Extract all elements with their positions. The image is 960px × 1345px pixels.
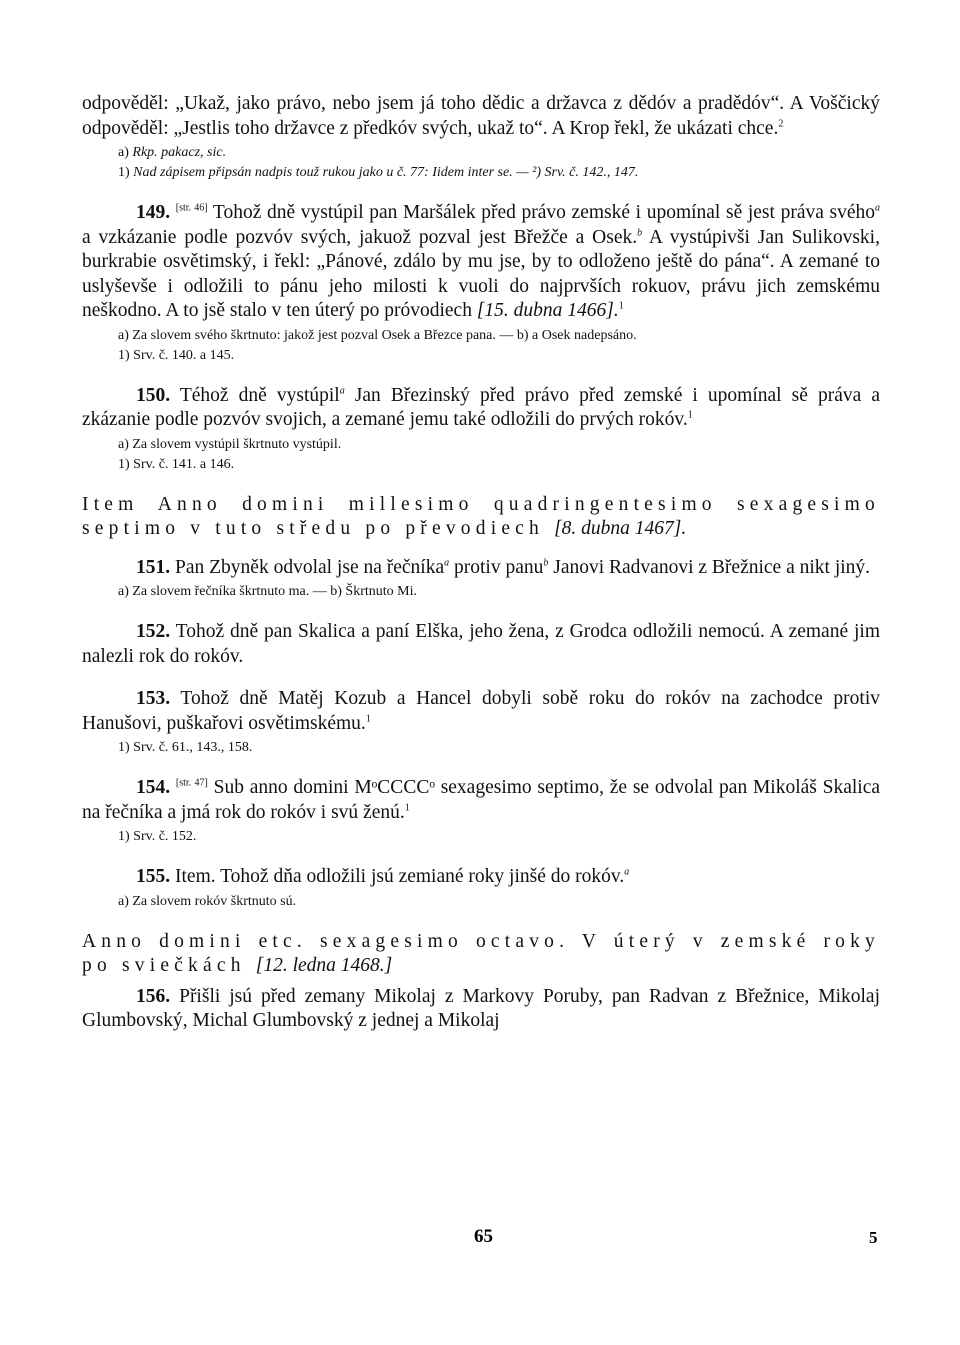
footnote-mark: 2 [778, 118, 784, 129]
heading-text: Item Anno domini millesimo quadringentesimo sexagesimo septimo v tuto středu po převodiech [82, 493, 880, 539]
page-number: 65 [474, 1226, 493, 1247]
page-reference: [str. 46] [175, 202, 208, 214]
signature-mark: 5 [869, 1228, 878, 1247]
footnote [82, 892, 880, 912]
footnote [82, 326, 880, 346]
entry-152 [82, 620, 880, 669]
entry-number: 154. [136, 777, 171, 798]
footnote-text: Rkp. pakacz, sic. [132, 145, 227, 160]
footnote-mark: a [875, 202, 880, 214]
text: Tohož dně Matěj Kozub a Hancel dobyli sobě roku do rokóv na zachodce protiv Hanušovi, puškařovi osvětimskému. [82, 688, 881, 734]
text: Téhož dně vystúpil [179, 384, 340, 406]
footnote-mark: 1 [618, 300, 624, 312]
entry-155 [82, 865, 880, 890]
footnote-mark: 1 [404, 802, 410, 813]
text: Tohož dně vystúpil pan Maršálek před právo zemské i upomínal sě jest práva svého [212, 202, 875, 223]
page-text [82, 92, 880, 1034]
footnote-text: a) Za slovem rokóv škrtnuto sú. [118, 893, 297, 909]
text: protiv panu [454, 556, 544, 578]
text: odpověděl: „Ukaž, jako právo, nebo jsem já toho dědic a državca z dědóv a pradědóv“. A Voščický odpověděl: „Jestlis toho državce z předkóv svých, ukaž to“. A Krop řekl, že ukázati chce. [82, 93, 880, 139]
footnote-mark: 1) [118, 165, 130, 180]
entry-149 [82, 201, 880, 324]
text: A vystúpivši Jan Sulikovski, burkrabie osvětimský, i řekl: „Pánové, zdálo by mu jse, by to odloženo ještě do pána“. A zemané to uslyševše i odložili to pánu jeho milosti k vuoli do najprvších rokuov, právu jich zemskému neškodno. A to jsě stalo v ten úterý po próvodiech [82, 226, 880, 321]
footnote-text: a) Za slovem svého škrtnuto: jakož jest pozval Osek a Březce pana. — b) a Osek nadepsáno. [118, 327, 637, 343]
footnote-text: 1) Srv. č. 141. a 146. [118, 456, 235, 472]
footnote-text: 1) Srv. č. 152. [118, 829, 197, 844]
heading-text: Anno domini etc. sexagesimo octavo. V úterý v zemské roky po sviečkách [82, 930, 880, 976]
footnote-text: 1) Srv. č. 61., 143., 158. [118, 740, 253, 755]
footnote [82, 143, 880, 163]
date: [12. ledna 1468.] [255, 955, 393, 976]
page-reference: [str. 47] [175, 777, 208, 789]
footnote [82, 435, 880, 455]
text: Přišli jsú před zemany Mikolaj z Markovy Poruby, pan Radvan z Břežnice, Mikolaj Glumbovský, Michal Glumbovský z jednej a Mikolaj [82, 985, 881, 1031]
date: [8. dubna 1467]. [554, 518, 687, 539]
footnote-text: a) Za slovem řečníka škrtnuto ma. — b) Škrtnuto Mi. [118, 584, 417, 599]
footnote-mark: a [624, 866, 630, 878]
text: a vzkázanie podle pozvóv svých, jakuož pozval jest Břežče a Osek. [82, 226, 638, 248]
page-footer [0, 1226, 960, 1256]
text: Pan Zbyněk odvolal jse na řečníka [175, 556, 445, 578]
footnote-text: Nad zápisem připsán nadpis touž rukou jako u č. 77: Iidem inter se. — ²) Srv. č. 142., 147. [133, 165, 639, 180]
section-heading-1467 [82, 493, 880, 542]
entry-150 [82, 384, 880, 433]
footnote [82, 455, 880, 475]
footnote-mark: b [637, 227, 643, 238]
footnote [82, 738, 880, 758]
entry-number: 156. [136, 985, 171, 1007]
footnote [82, 827, 880, 847]
footnote-text: a) Za slovem vystúpil škrtnuto vystúpil. [118, 436, 342, 452]
entry-number: 150. [136, 384, 171, 406]
text: Sub anno domini MᵒCCCCᵒ sexagesimo septimo, že se odvolal pan Mikoláš Skalica na řečníka a jmá rok do rokóv i svú ženú. [82, 777, 881, 823]
paragraph-continuation [82, 92, 880, 141]
text: Item. Tohož dňa odložili jsú zemiané roky jinšé do rokóv. [175, 866, 625, 887]
entry-number: 151. [136, 556, 171, 578]
footnote [82, 582, 880, 602]
text: Tohož dně pan Skalica a paní Elška, jeho žena, z Grodca odložili nemocú. A zemané jim nalezli rok do rokóv. [82, 621, 880, 667]
footnote-mark: 1 [365, 713, 371, 724]
entry-number: 153. [136, 688, 171, 709]
date: [15. dubna 1466]. [476, 300, 619, 321]
footnote-mark: b [543, 557, 549, 568]
footnote-mark: a) [118, 145, 129, 160]
text: Jan Březinský před právo před zemské i upomínal sě práva a zkázanie podle pozvóv svojich, a zemané jemu také odložili do prvých rokóv. [82, 384, 880, 430]
footnote-mark: a [339, 385, 345, 396]
footnote-mark: a [444, 557, 450, 568]
entry-151 [82, 556, 880, 581]
section-heading-1468 [82, 930, 880, 979]
footnote-mark: 1 [687, 409, 693, 421]
text: Janovi Radvanovi z Břežnice a nikt jiný. [553, 556, 871, 578]
entry-number: 152. [136, 621, 171, 642]
footnote-text: 1) Srv. č. 140. a 145. [118, 347, 235, 363]
footnote [82, 346, 880, 366]
entry-153 [82, 687, 880, 736]
entry-154 [82, 776, 880, 825]
entry-number: 149. [136, 202, 171, 223]
entry-156 [82, 985, 880, 1034]
entry-number: 155. [136, 866, 171, 887]
footnote [82, 163, 880, 183]
